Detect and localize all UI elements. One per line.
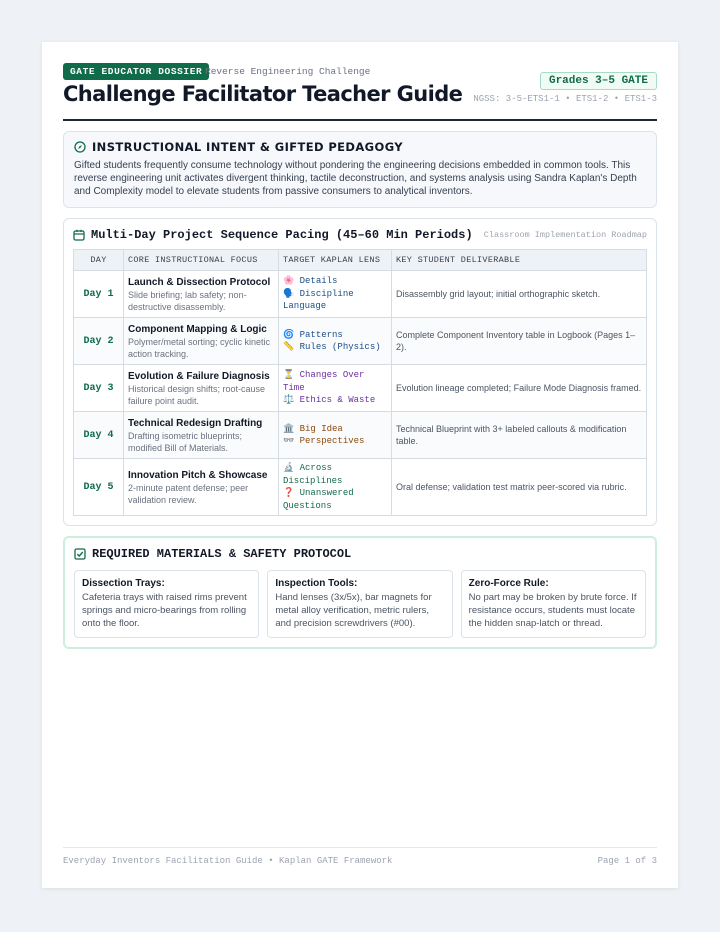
focus-cell — [124, 412, 279, 459]
lens-item — [283, 369, 387, 394]
column-header-deliverable: KEY STUDENT DELIVERABLE — [392, 250, 647, 271]
material-title: Dissection Trays: — [82, 578, 165, 589]
lens-item — [283, 487, 387, 512]
ngss-standards: NGSS: 3-5-ETS1-1 • ETS1-2 • ETS1-3 — [473, 94, 657, 104]
intent-header — [74, 140, 646, 154]
focus-cell — [124, 318, 279, 365]
ruler-icon: 📏 — [283, 342, 295, 352]
grades-badge: Grades 3–5 GATE — [540, 72, 657, 90]
materials-title: REQUIRED MATERIALS & SAFETY PROTOCOL — [92, 547, 352, 561]
lens-item — [283, 394, 387, 407]
focus-cell — [124, 271, 279, 318]
compass-icon — [74, 141, 86, 153]
material-text: No part may be broken by brute force. If resistance occurs, students must locate the hidden snap-latch or thread. — [468, 592, 637, 629]
intent-text: Gifted students frequently consume technology without pondering the engineering decisions embedded in common tools. This reverse engineering unit activates divergent thinking, tactile deconstruction, and systems analysis using Sandra Kaplan's Depth and Complexity model to elevate students from passive consumers to analytical inventors. — [74, 160, 637, 197]
scales-icon: ⚖️ — [283, 395, 295, 406]
material-card — [74, 570, 259, 638]
lens-label: Patterns — [299, 329, 343, 340]
lens-label: Ethics & Waste — [299, 395, 376, 406]
lens-item — [283, 288, 387, 313]
day-cell: Day 1 — [74, 271, 124, 318]
lens-cell — [279, 459, 392, 516]
focus-title: Evolution & Failure Diagnosis — [128, 370, 270, 382]
flower-icon: 🌸 — [283, 276, 295, 287]
footer-left: Everyday Inventors Facilitation Guide • Kaplan GATE Framework — [63, 856, 393, 866]
pacing-note: Classroom Implementation Roadmap — [483, 230, 647, 240]
lens-cell — [279, 365, 392, 412]
page-footer — [63, 847, 657, 866]
focus-title: Innovation Pitch & Showcase — [128, 469, 268, 481]
lens-label: Across Disciplines — [283, 463, 343, 486]
page-title: Challenge Facilitator Teacher Guide — [63, 82, 463, 106]
deliverable-cell: Evolution lineage completed; Failure Mode Diagnosis framed. — [392, 365, 647, 412]
checkbox-icon — [74, 548, 86, 560]
lens-cell — [279, 271, 392, 318]
calendar-icon — [73, 229, 85, 241]
pacing-table — [73, 249, 647, 516]
lens-cell — [279, 412, 392, 459]
lens-label: Rules (Physics) — [299, 342, 381, 352]
focus-title: Component Mapping & Logic — [128, 323, 267, 335]
material-text: Hand lenses (3x/5x), bar magnets for metal alloy verification, metric rulers, and precision screwdrivers (#00). — [275, 592, 432, 629]
focus-cell — [124, 365, 279, 412]
glasses-icon: 👓 — [283, 436, 295, 446]
lens-item — [283, 341, 387, 354]
materials-header — [74, 546, 646, 562]
focus-title: Launch & Dissection Protocol — [128, 276, 271, 288]
deliverable-cell: Disassembly grid layout; initial orthographic sketch. — [392, 271, 647, 318]
hourglass-icon: ⏳ — [283, 370, 295, 381]
table-header-row — [74, 250, 647, 271]
table-row — [74, 459, 647, 516]
material-card — [267, 570, 452, 638]
question-mark-icon: ❓ — [283, 488, 295, 498]
focus-detail: Drafting isometric blueprints; modified Bill of Materials. — [128, 430, 243, 453]
lens-cell — [279, 318, 392, 365]
lens-label: Unanswered Questions — [283, 488, 354, 511]
page-content — [63, 63, 657, 649]
deliverable-cell: Technical Blueprint with 3+ labeled callouts & modification table. — [392, 412, 647, 459]
table-row — [74, 412, 647, 459]
material-title: Zero-Force Rule: — [468, 578, 549, 589]
table-row — [74, 271, 647, 318]
pacing-title: Multi-Day Project Sequence Pacing (45–60 Min Periods) — [91, 228, 473, 242]
focus-detail: Slide briefing; lab safety; non-destructive disassembly. — [128, 289, 247, 312]
focus-detail: Polymer/metal sorting; cyclic kinetic action tracking. — [128, 336, 271, 359]
material-text: Cafeteria trays with raised rims prevent springs and micro-bearings from rolling onto the floor. — [82, 592, 247, 629]
lens-label: Big Idea — [299, 423, 343, 434]
day-cell: Day 3 — [74, 365, 124, 412]
deliverable-cell: Oral defense; validation test matrix peer-scored via rubric. — [392, 459, 647, 516]
materials-cards — [74, 570, 646, 638]
speaking-head-icon: 🗣️ — [283, 288, 295, 299]
table-row — [74, 365, 647, 412]
intent-title: INSTRUCTIONAL INTENT & GIFTED PEDAGOGY — [92, 140, 404, 154]
page-number: Page 1 of 3 — [597, 856, 657, 866]
table-row — [74, 318, 647, 365]
day-cell: Day 2 — [74, 318, 124, 365]
page-header — [63, 63, 657, 121]
lens-label: Discipline Language — [283, 288, 354, 312]
column-header-focus: CORE INSTRUCTIONAL FOCUS — [124, 250, 279, 271]
intent-section — [63, 131, 657, 208]
lens-label: Details — [299, 276, 338, 287]
lens-item — [283, 423, 387, 436]
lens-item — [283, 462, 387, 487]
classical-building-icon: 🏛️ — [283, 423, 295, 434]
dossier-badge: GATE EDUCATOR DOSSIER — [63, 63, 209, 80]
day-cell: Day 5 — [74, 459, 124, 516]
lens-item — [283, 329, 387, 342]
focus-title: Technical Redesign Drafting — [128, 417, 263, 429]
deliverable-cell: Complete Component Inventory table in Logbook (Pages 1–2). — [392, 318, 647, 365]
focus-detail: Historical design shifts; root-cause failure point audit. — [128, 383, 266, 406]
document-page — [42, 42, 678, 888]
cyclone-icon: 🌀 — [283, 329, 295, 340]
day-cell: Day 4 — [74, 412, 124, 459]
lens-item — [283, 435, 387, 448]
pacing-header — [73, 227, 647, 243]
lens-item — [283, 275, 387, 288]
material-card — [461, 570, 646, 638]
lens-label: Changes Over Time — [283, 370, 365, 393]
materials-section — [63, 536, 657, 649]
focus-cell — [124, 459, 279, 516]
header-subtitle: Reverse Engineering Challenge — [205, 66, 371, 77]
pacing-section — [63, 218, 657, 526]
material-title: Inspection Tools: — [275, 578, 358, 589]
focus-detail: 2-minute patent defense; peer validation review. — [128, 482, 249, 505]
column-header-lens: TARGET KAPLAN LENS — [279, 250, 392, 271]
lens-label: Perspectives — [299, 436, 365, 446]
microscope-icon: 🔬 — [283, 463, 295, 473]
column-header-day: DAY — [74, 250, 124, 271]
